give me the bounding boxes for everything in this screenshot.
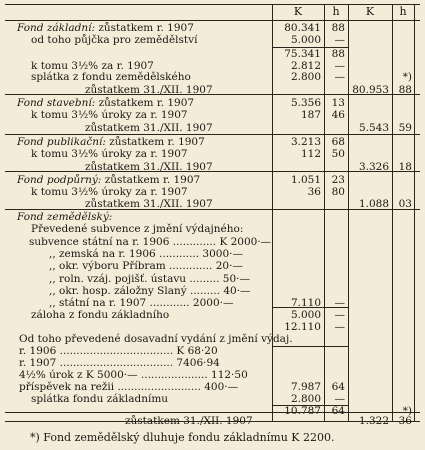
section-rule bbox=[5, 412, 420, 413]
amount-h-col1: 46 bbox=[331, 109, 345, 121]
amount-k-col1: 5.000 bbox=[290, 309, 321, 321]
amount-h-col1: — bbox=[334, 34, 345, 46]
row-text: 4½% úrok z K 5000·— .................... 112·50 bbox=[19, 369, 248, 381]
row-label bbox=[19, 357, 220, 369]
row-text: k tomu 3½% úroky za r. 1907 bbox=[31, 186, 188, 198]
amount-h-col1: 50 bbox=[331, 148, 345, 160]
row-label bbox=[29, 236, 271, 248]
row-label bbox=[125, 415, 253, 427]
amount-h-col1: 13 bbox=[331, 97, 345, 109]
amount-k-col1: 3.213 bbox=[290, 136, 321, 148]
row-text: ,, okr. výboru Příbram ............. 20·— bbox=[49, 260, 243, 272]
amount-h-col2: *) bbox=[402, 405, 412, 417]
row-text: k tomu 3½% za r. 1907 bbox=[31, 60, 154, 72]
row-label bbox=[17, 211, 112, 223]
row-label bbox=[31, 148, 188, 160]
amount-k-col1: 7.987 bbox=[290, 381, 321, 393]
amount-h-col1: 88 bbox=[331, 22, 345, 34]
row-label bbox=[49, 285, 251, 297]
row-label bbox=[31, 109, 188, 121]
row-text: Od toho převedené dosavadní vydání z jmění výdaj. bbox=[19, 333, 293, 345]
row-text: zůstatkem 31./XII. 1907 bbox=[125, 415, 253, 427]
amount-h-col2: 18 bbox=[398, 161, 412, 173]
section-rule bbox=[5, 94, 420, 95]
row-text: ,, roln. vzáj. pojišť. ústavu ......... 50·— bbox=[49, 273, 250, 285]
row-label bbox=[17, 136, 205, 148]
fund-name: Fond základní: bbox=[17, 22, 96, 34]
row-label bbox=[17, 97, 194, 109]
amount-h-col1: — bbox=[334, 71, 345, 83]
amount-h-col1: 68 bbox=[331, 136, 345, 148]
amount-k-col2: 3.326 bbox=[358, 161, 389, 173]
amount-k-col1: 1.051 bbox=[290, 174, 321, 186]
amount-k-col1: 7.110 bbox=[290, 297, 321, 309]
amount-h-col2: 88 bbox=[398, 84, 412, 96]
amount-k-col1: 10.787 bbox=[284, 405, 321, 417]
fund-name: Fond podpůrný: bbox=[17, 174, 102, 186]
row-text: r. 1907 .................................. 7406·94 bbox=[19, 357, 220, 369]
subtotal-rule bbox=[272, 47, 348, 48]
row-text: splátka z fondu zemědělského bbox=[31, 71, 191, 83]
amount-h-col1: — bbox=[334, 297, 345, 309]
amount-k-col2: 1.322 bbox=[358, 415, 389, 427]
col-divider-4 bbox=[392, 4, 393, 421]
col-divider-5 bbox=[414, 4, 415, 421]
header-k1: K bbox=[293, 5, 303, 18]
row-text: zůstatkem r. 1907 bbox=[95, 97, 195, 109]
amount-k-col2: 5.543 bbox=[358, 122, 389, 134]
header-k2: K bbox=[365, 5, 375, 18]
row-text: zůstatkem 31./XII. 1907 bbox=[85, 84, 213, 96]
amount-h-col2: 03 bbox=[398, 198, 412, 210]
row-text: splátka fondu základnímu bbox=[31, 393, 169, 405]
row-label bbox=[49, 260, 243, 272]
subtotal-rule bbox=[272, 307, 348, 308]
row-text: ,, zemská na r. 1906 ............ 3000·— bbox=[49, 248, 243, 260]
fund-name: Fond publikační: bbox=[17, 136, 106, 148]
row-text: zůstatkem r. 1907 bbox=[101, 174, 201, 186]
footnote: *) Fond zemědělský dluhuje fondu základnímu K 2200. bbox=[30, 431, 335, 444]
row-label bbox=[19, 333, 293, 345]
row-text: k tomu 3½% úroky za r. 1907 bbox=[31, 109, 188, 121]
amount-k-col1: 112 bbox=[300, 148, 321, 160]
row-text: zůstatkem 31./XII. 1907 bbox=[85, 198, 213, 210]
amount-k-col1: 2.812 bbox=[290, 60, 321, 72]
amount-k-col1: 80.341 bbox=[284, 22, 321, 34]
amount-k-col1: 5.000 bbox=[290, 34, 321, 46]
amount-k-col2: 80.953 bbox=[352, 84, 389, 96]
row-text: ,, státní na r. 1907 ............ 2000·— bbox=[49, 297, 234, 309]
row-text: záloha z fondu základního bbox=[31, 309, 170, 321]
row-text: k tomu 3½% úroky za r. 1907 bbox=[31, 148, 188, 160]
header-h2: h bbox=[399, 5, 407, 18]
row-text: od toho půjčka pro zemědělství bbox=[31, 34, 198, 46]
amount-h-col1: 88 bbox=[331, 48, 345, 60]
header-h1: h bbox=[332, 5, 340, 18]
amount-k-col1: 12.110 bbox=[284, 321, 321, 333]
row-label bbox=[85, 122, 213, 134]
row-label bbox=[31, 186, 188, 198]
row-label bbox=[19, 345, 218, 357]
row-text: zůstatkem r. 1907 bbox=[105, 136, 205, 148]
subtotal-rule bbox=[272, 405, 348, 406]
row-label bbox=[31, 393, 168, 405]
row-text: příspěvek na režii ......................... 400·— bbox=[19, 381, 239, 393]
amount-h-col1: — bbox=[334, 309, 345, 321]
row-label bbox=[31, 223, 243, 235]
row-label bbox=[19, 381, 238, 393]
row-text: zůstatkem 31./XII. 1907 bbox=[85, 161, 213, 173]
amount-h-col1: — bbox=[334, 321, 345, 333]
amount-h-col1: 64 bbox=[331, 405, 345, 417]
row-text: subvence státní na r. 1906 ............. K 2000·— bbox=[29, 236, 272, 248]
row-label bbox=[31, 34, 197, 46]
row-label bbox=[17, 22, 194, 34]
amount-h-col1: 80 bbox=[331, 186, 345, 198]
header-rule bbox=[5, 20, 420, 21]
amount-h-col2: 36 bbox=[398, 415, 412, 427]
amount-k-col1: 36 bbox=[307, 186, 321, 198]
amount-k-col1: 2.800 bbox=[290, 393, 321, 405]
row-text: r. 1906 .................................. K 68·20 bbox=[19, 345, 218, 357]
fund-name: Fond stavební: bbox=[17, 97, 96, 109]
amount-h-col1: — bbox=[334, 60, 345, 72]
amount-k-col1: 2.800 bbox=[290, 71, 321, 83]
amount-h-col1: — bbox=[334, 393, 345, 405]
row-label bbox=[31, 309, 169, 321]
amount-h-col2: 59 bbox=[398, 122, 412, 134]
row-text: Převedené subvence z jmění výdajného: bbox=[31, 223, 244, 235]
row-label bbox=[49, 297, 233, 309]
fund-name: Fond zemědělský: bbox=[17, 211, 113, 223]
row-label bbox=[17, 174, 200, 186]
subtotal-rule bbox=[272, 346, 348, 347]
row-text: zůstatkem r. 1907 bbox=[95, 22, 194, 34]
section-rule bbox=[5, 209, 420, 210]
col-divider-3 bbox=[348, 4, 349, 421]
row-label bbox=[31, 71, 191, 83]
amount-k-col1: 75.341 bbox=[284, 48, 321, 60]
row-label bbox=[49, 248, 243, 260]
section-rule bbox=[5, 134, 420, 135]
amount-h-col1: 23 bbox=[331, 174, 345, 186]
section-rule bbox=[5, 171, 420, 172]
amount-h-col2: *) bbox=[402, 71, 412, 83]
row-text: zůstatkem 31./XII. 1907 bbox=[85, 122, 213, 134]
row-text: ,, okr. hosp. záložny Slaný ......... 40·— bbox=[49, 285, 251, 297]
amount-k-col1: 5.356 bbox=[290, 97, 321, 109]
amount-k-col2: 1.088 bbox=[358, 198, 389, 210]
amount-h-col1: 64 bbox=[331, 381, 345, 393]
row-label bbox=[19, 369, 248, 381]
amount-k-col1: 187 bbox=[300, 109, 321, 121]
row-label bbox=[49, 273, 250, 285]
top-rule bbox=[5, 4, 420, 5]
